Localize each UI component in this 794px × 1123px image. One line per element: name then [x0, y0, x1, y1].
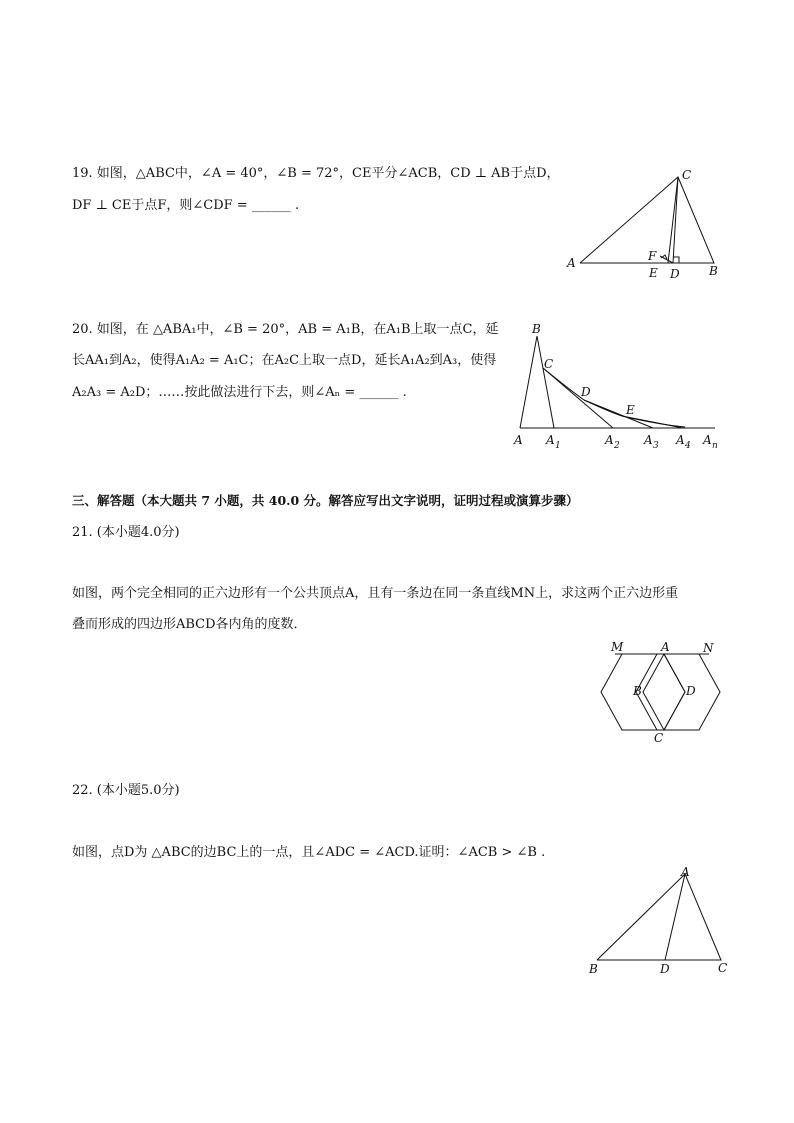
q20-label-an-sub: n	[712, 441, 718, 451]
q20-segment-ab	[520, 336, 537, 428]
q20-label-d: D	[581, 385, 591, 399]
q22-header: 22. (本小题5.0分)	[72, 783, 180, 798]
q22-segment-ad	[665, 874, 685, 960]
q20-label-a3-sub: 3	[653, 441, 659, 451]
q19-label-f: F	[648, 249, 657, 263]
q20-label-a4: A	[676, 433, 685, 447]
q19-altitude-cd	[668, 177, 678, 263]
q19-bisector-ce	[673, 177, 678, 263]
q20-label-b: B	[532, 322, 541, 336]
q20-label-a2: A	[605, 433, 614, 447]
q20-label-a1: A	[546, 433, 555, 447]
q19-label-b: B	[709, 264, 718, 278]
q20-label-c: C	[544, 357, 554, 371]
q21-quadrilateral-abcd	[643, 654, 685, 730]
q20-curve-cd	[543, 368, 584, 400]
q19-triangle-diagram	[560, 165, 730, 285]
q21-label-n: N	[703, 641, 714, 655]
q21-label-d: D	[686, 684, 696, 698]
q21-hexagon-right	[636, 654, 720, 730]
q20-text-line2: 长AA₁到A₂，使得A₁A₂ = A₁C；在A₂C上取一点D，延长A₁A₂到A₃，使得	[72, 353, 497, 368]
q20-segment-ba1	[537, 336, 554, 428]
q20-label-a1-sub: 1	[555, 441, 561, 451]
q22-triangle-abc	[597, 874, 721, 960]
q20-label-a: A	[514, 433, 523, 447]
q20-label-a4-sub: 4	[685, 441, 691, 451]
q19-label-d: D	[670, 267, 680, 281]
q22-triangle-diagram	[585, 862, 735, 982]
q19-triangle-abc	[580, 177, 714, 263]
q19-label-e: E	[649, 266, 658, 280]
q21-hexagons-diagram	[595, 640, 735, 750]
section3-heading: 三、解答题（本大题共 7 小题，共 40.0 分。解答应写出文字说明，证明过程或演算步骤）	[72, 493, 579, 508]
q19-label-a: A	[567, 256, 576, 270]
q21-label-a: A	[661, 640, 670, 654]
q22-text-line1: 如图，点D为 △ABC的边BC上的一点，且∠ADC = ∠ACD.证明：∠ACB > ∠B .	[72, 845, 546, 860]
q19-text-line1: 19. 如图，△ABC中，∠A = 40°，∠B = 72°，CE平分∠ACB，CD ⊥ AB于点D，	[72, 166, 560, 181]
q19-right-angle-d	[673, 257, 679, 263]
q21-text-line1: 如图，两个完全相同的正六边形有一个公共顶点A，且有一条边在同一条直线MN上，求这两个正六边形重	[72, 586, 679, 601]
q20-label-a3: A	[644, 433, 653, 447]
q20-triangle-sequence-diagram	[510, 320, 740, 460]
q20-label-an: A	[703, 433, 712, 447]
q22-label-d: D	[660, 962, 670, 976]
q21-header: 21. (本小题4.0分)	[72, 525, 180, 540]
q21-label-m: M	[611, 640, 624, 654]
q21-label-b: B	[633, 684, 642, 698]
q22-label-a: A	[681, 865, 690, 879]
q21-label-c: C	[654, 731, 664, 745]
q20-text-line1: 20. 如图，在 △ABA₁中，∠B = 20°，AB = A₁B，在A₁B上取一点C，延	[72, 322, 499, 337]
q20-text-line3: A₂A₃ = A₂D；……按此做法进行下去，则∠Aₙ = ______ .	[72, 385, 407, 400]
q20-label-a2-sub: 2	[614, 441, 620, 451]
q22-label-b: B	[589, 962, 598, 976]
q19-text-line2: DF ⊥ CE于点F，则∠CDF = ______ .	[72, 198, 300, 213]
q22-label-c: C	[718, 961, 728, 975]
q20-label-e: E	[626, 403, 635, 417]
q19-label-c: C	[682, 168, 692, 182]
q21-text-line2: 叠而形成的四边形ABCD各内角的度数．	[72, 617, 307, 632]
